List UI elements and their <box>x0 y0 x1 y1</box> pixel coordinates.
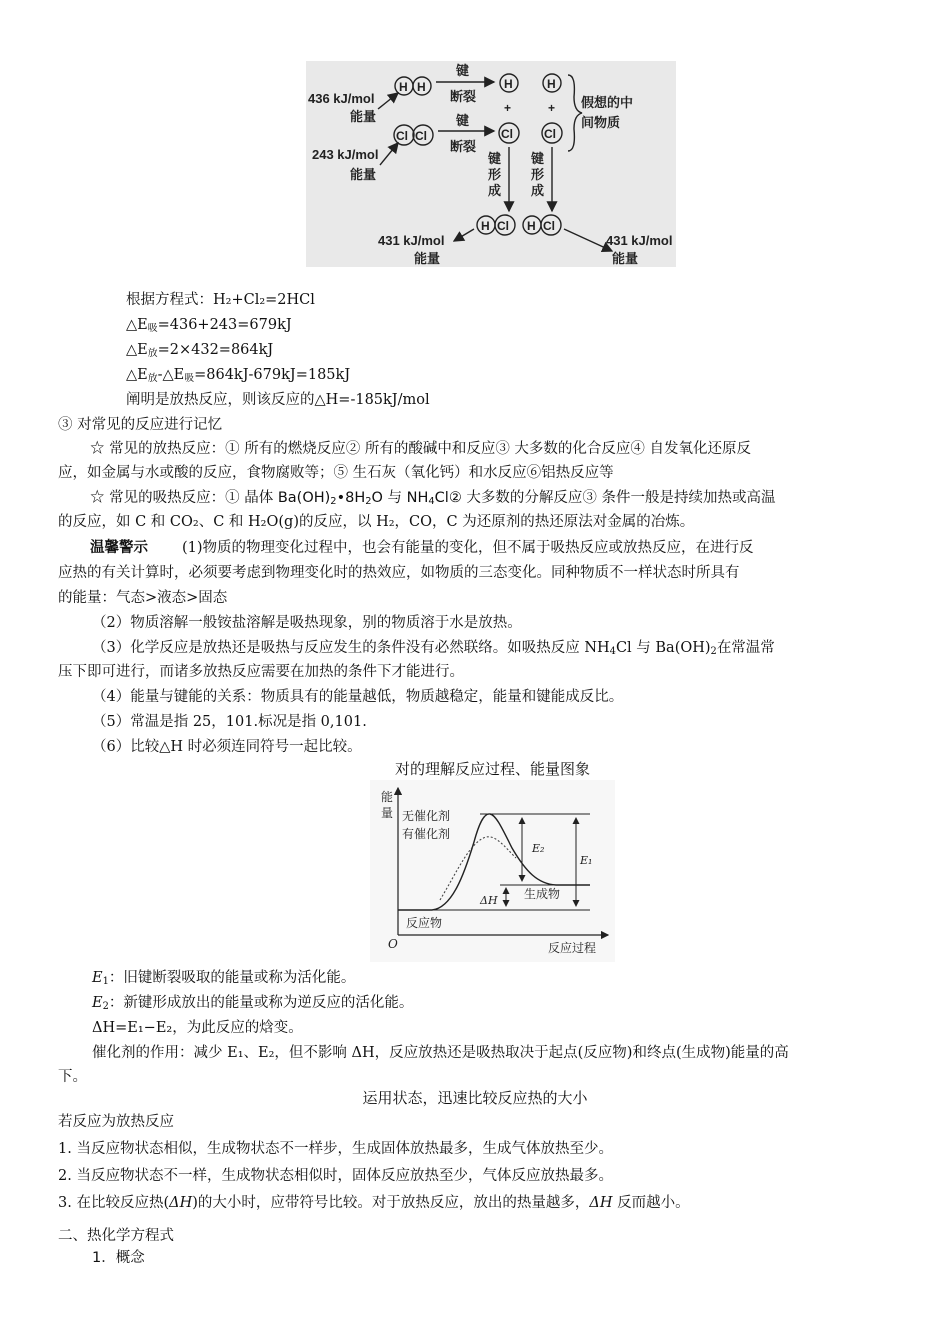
tips-p4: （4）能量与键能的关系：物质具有的能量越低，物质越稳定，能量和键能成反比。 <box>92 689 624 705</box>
atom-h-4: H <box>547 77 556 91</box>
tips-p5: （5）常温是指 25，101.标况是指 0,101. <box>92 714 367 730</box>
calc-line-4: $\triangle E_放-\triangle E_吸=864kJ-679kJ=185kJ$ <box>126 367 351 384</box>
tips-line-1: 温馨警示 (1)物质的物理变化过程中，也会有能量的变化，但不属于吸热反应或放热反应，在进行反 <box>90 540 754 556</box>
def-e2: $E_2$：新键形成放出的能量或称为逆反应的活化能。 <box>92 995 414 1012</box>
dh-label: ΔH <box>480 894 498 907</box>
break-label-2a: 键 <box>456 113 470 128</box>
left-release-word: 能量 <box>414 251 441 266</box>
form-label-left-2: 形 <box>488 167 502 182</box>
atom-h-3: H <box>504 77 513 91</box>
memo-endo-1: ☆ 常见的吸热反应：① 晶体 $Ba(OH)_2•8H_2O$ 与 $NH_4Cl②$ 大多数的分解反应③ 条件一般是持续加热或高温 <box>90 490 776 507</box>
atom-cl-5: Cl <box>497 219 509 233</box>
plus-2: + <box>548 101 556 115</box>
h2-energy-word: 能量 <box>350 109 377 124</box>
compare-title: 运用状态，迅速比较反应热的大小 <box>362 1089 588 1107</box>
tips-p2: （2）物质溶解一般铵盐溶解是吸热现象，别的物质溶于水是放热。 <box>92 615 522 631</box>
memo-heading: ③ 对常见的反应进行记忆 <box>58 417 223 433</box>
def-dh: ΔH=E₁−E₂，为此反应的焓变。 <box>92 1020 303 1036</box>
calc-line-2: $\triangle E_吸=436+243=679kJ$ <box>126 317 292 334</box>
e2-label: E₂ <box>532 842 545 855</box>
break-label-1b: 断裂 <box>450 89 477 104</box>
calc-line-3: $\triangle E_放=2\times 432=864kJ$ <box>126 342 274 359</box>
atom-cl-2: Cl <box>415 129 427 143</box>
product-label: 生成物 <box>524 887 561 901</box>
memo-endo-2: 的反应，如 C 和 CO₂、C 和 H₂O(g)的反应，以 H₂，CO，C 为还原剂的热还原法对金属的冶炼。 <box>58 514 695 530</box>
form-label-left-3: 成 <box>488 183 502 198</box>
left-release-label: 431 kJ/mol <box>378 233 445 248</box>
def-catalyst-2: 下。 <box>58 1069 87 1085</box>
x-axis-label: 反应过程 <box>548 941 597 955</box>
y-axis-label-1: 能 <box>381 790 394 804</box>
atom-cl-1: Cl <box>396 129 408 143</box>
bond-energy-figure <box>306 61 676 267</box>
energy-diagram <box>370 780 615 962</box>
compare-item-1: 1. 当反应物状态相似，生成物状态不一样步，生成固体放热最多，生成气体放热至少。 <box>58 1141 613 1157</box>
form-label-right-1: 键 <box>531 151 545 166</box>
form-label-left-1: 键 <box>488 151 502 166</box>
atom-h-5: H <box>481 219 490 233</box>
def-e1: $E_1$：旧键断裂吸取的能量或称为活化能。 <box>92 970 356 987</box>
atom-h-6: H <box>527 219 536 233</box>
break-label-2b: 断裂 <box>450 139 477 154</box>
form-label-right-3: 成 <box>531 183 545 198</box>
tips-title: 温馨警示 <box>90 540 148 556</box>
break-label-1a: 键 <box>456 63 470 78</box>
tips-p3-1: （3）化学反应是放热还是吸热与反应发生的条件没有必然联络。如吸热反应 $NH_4Cl$ 与 $Ba(OH)_2$在常温常 <box>92 640 775 657</box>
tips-line-3: 的能量：气态>液态>固态 <box>58 590 228 606</box>
atom-h-2: H <box>417 80 426 94</box>
section2-sub: 1．概念 <box>92 1250 145 1266</box>
cl2-energy-label: 243 kJ/mol <box>312 147 379 162</box>
intermediate-label-2: 间物质 <box>581 115 621 130</box>
calc-line-5: 阐明是放热反应，则该反应的△H=-185kJ/mol <box>126 392 430 408</box>
h2-energy-label: 436 kJ/mol <box>308 91 375 106</box>
atom-cl-4: Cl <box>544 127 556 141</box>
intermediate-label-1: 假想的中 <box>581 95 634 110</box>
atom-h-1: H <box>399 80 408 94</box>
reactant-label: 反应物 <box>406 916 443 930</box>
e1-label: E₁ <box>580 854 593 867</box>
energy-section-title: 对的理解反应过程、能量图象 <box>394 760 590 778</box>
with-catalyst-label: 有催化剂 <box>402 827 451 841</box>
def-catalyst-1: 催化剂的作用：减少 E₁、E₂，但不影响 ΔH，反应放热还是吸热取决于起点(反应物)和终点(生成物)能量的高 <box>92 1045 789 1061</box>
tips-line-2: 应热的有关计算时，必须要考虑到物理变化时的热效应，如物质的三态变化。同种物质不一样状态时所具有 <box>58 565 740 581</box>
calc-line-1: 根据方程式：H₂+Cl₂=2HCl <box>126 292 315 308</box>
plus-1: + <box>504 101 512 115</box>
memo-exo-2: 应，如金属与水或酸的反应，食物腐败等；⑤ 生石灰（氧化钙）和水反应⑥铝热反应等 <box>58 465 614 481</box>
compare-intro: 若反应为放热反应 <box>58 1114 174 1130</box>
compare-item-3: 3. 在比较反应热(ΔH)的大小时，应带符号比较。对于放热反应，放出的热量越多，ΔH 反而越小。 <box>58 1195 690 1211</box>
atom-cl-6: Cl <box>543 219 555 233</box>
tips-p6: （6）比较△H 时必须连同符号一起比较。 <box>92 739 362 755</box>
form-label-right-2: 形 <box>531 167 545 182</box>
cl2-energy-word: 能量 <box>350 167 377 182</box>
atom-cl-3: Cl <box>501 127 513 141</box>
right-release-label: 431 kJ/mol <box>606 233 673 248</box>
no-catalyst-label: 无催化剂 <box>402 809 451 823</box>
section2-heading: 二、热化学方程式 <box>58 1228 174 1244</box>
tips-p3-2: 压下即可进行，而诸多放热反应需要在加热的条件下才能进行。 <box>58 664 464 680</box>
y-axis-label-2: 量 <box>381 806 394 820</box>
origin-label: O <box>388 937 398 951</box>
right-release-word: 能量 <box>612 251 639 266</box>
compare-item-2: 2. 当反应物状态不一样，生成物状态相似时，固体反应放热至少，气体反应放热最多。 <box>58 1168 613 1184</box>
memo-exo-1: ☆ 常见的放热反应：① 所有的燃烧反应② 所有的酸碱中和反应③ 大多数的化合反应④ 自发氧化还原反 <box>90 441 752 457</box>
